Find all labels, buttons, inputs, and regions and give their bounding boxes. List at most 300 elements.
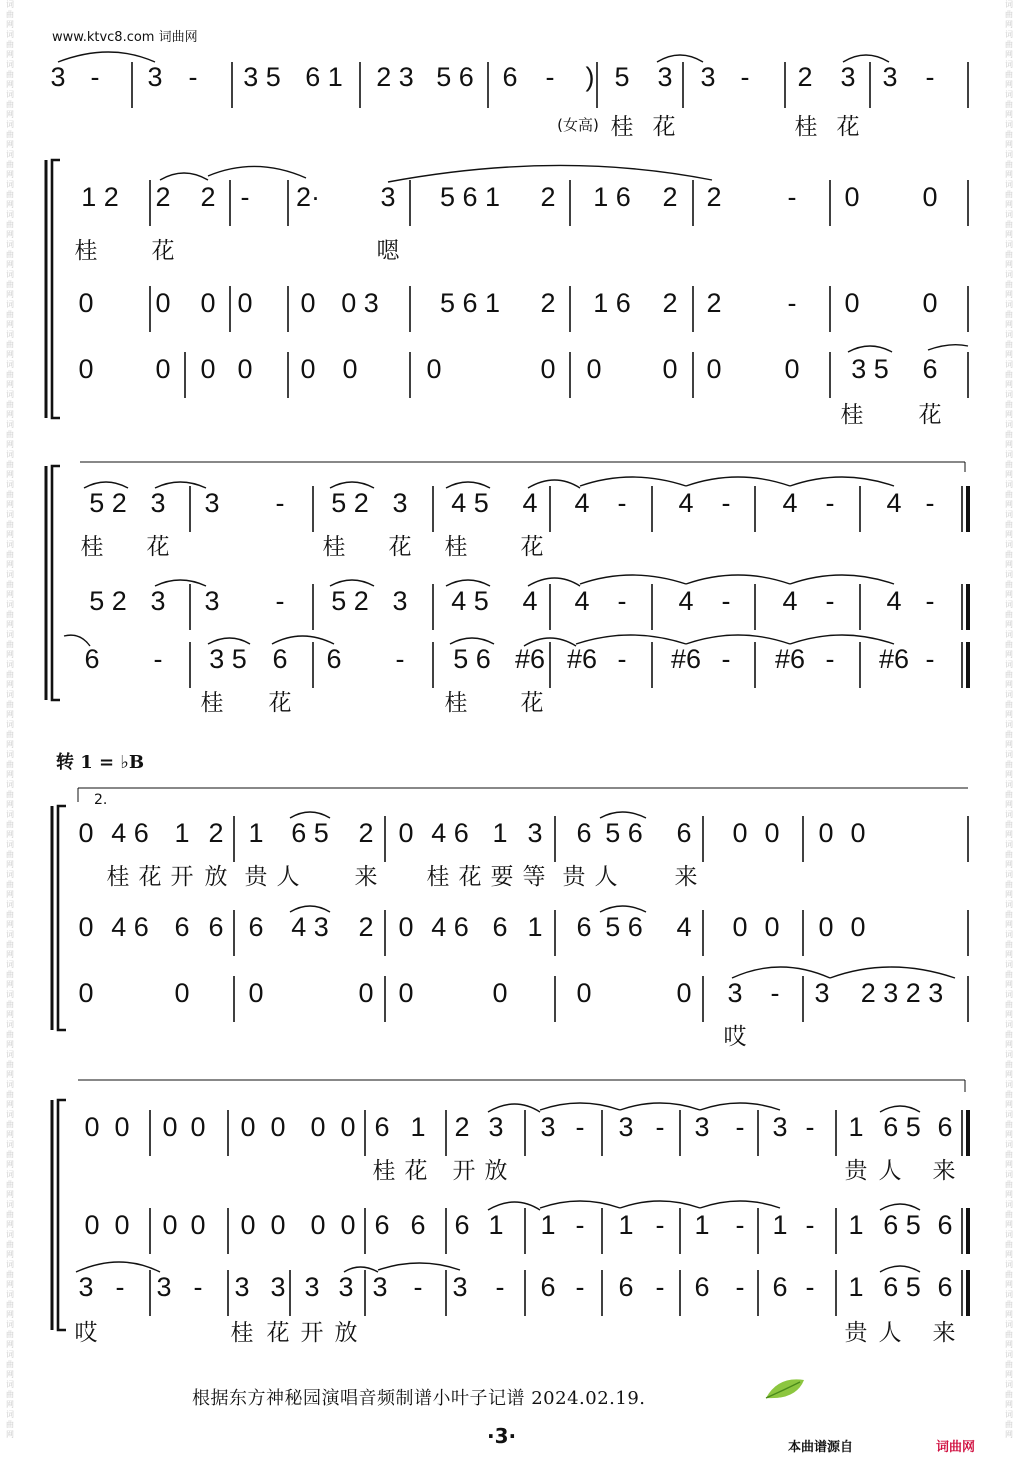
- watermark-char: 词: [6, 1290, 14, 1299]
- watermark-char: 网: [6, 530, 14, 539]
- watermark-char: 词: [1005, 330, 1013, 339]
- watermark-char: 曲: [6, 1390, 14, 1399]
- watermark-char: 网: [6, 410, 14, 419]
- note: 6: [272, 644, 288, 674]
- note: 3: [372, 1272, 388, 1302]
- note: -: [275, 586, 285, 616]
- watermark-char: 网: [1005, 920, 1013, 929]
- note: -: [193, 1272, 203, 1302]
- note: -: [153, 644, 163, 674]
- watermark-char: 网: [1005, 980, 1013, 989]
- watermark-char: 词: [6, 1050, 14, 1059]
- watermark-char: 网: [6, 950, 14, 959]
- note: 1: [527, 912, 543, 942]
- note: 3: [840, 62, 856, 92]
- watermark-char: 词: [6, 540, 14, 549]
- note: 3: [78, 1272, 94, 1302]
- note: 0: [270, 1112, 286, 1142]
- watermark-char: 曲: [1005, 700, 1013, 709]
- note: 0: [398, 912, 414, 942]
- note: 5 2: [89, 488, 127, 518]
- watermark-char: 网: [6, 560, 14, 569]
- note: 6: [676, 818, 692, 848]
- note: 0: [114, 1112, 130, 1142]
- note: 0: [300, 354, 316, 384]
- watermark-char: 词: [6, 1380, 14, 1389]
- note: -: [825, 488, 835, 518]
- watermark-char: 词: [1005, 1260, 1013, 1269]
- watermark-char: 网: [6, 1250, 14, 1259]
- note: -: [925, 644, 935, 674]
- watermark-char: 曲: [6, 1210, 14, 1219]
- watermark-char: 词: [1005, 1020, 1013, 1029]
- watermark-char: 曲: [6, 1300, 14, 1309]
- watermark-char: 曲: [1005, 520, 1013, 529]
- watermark-char: 曲: [6, 100, 14, 109]
- note: 6: [937, 1112, 953, 1142]
- watermark-char: 词: [6, 1170, 14, 1179]
- site-url: www.ktvc8.com 词曲网: [52, 30, 198, 45]
- watermark-char: 网: [1005, 410, 1013, 419]
- watermark-char: 曲: [6, 190, 14, 199]
- note: 2: [155, 182, 171, 212]
- note: -: [721, 644, 731, 674]
- watermark-char: 词: [6, 1350, 14, 1359]
- watermark-char: 曲: [6, 910, 14, 919]
- watermark-char: 网: [1005, 230, 1013, 239]
- watermark-char: 网: [1005, 1370, 1013, 1379]
- watermark-char: 词: [6, 90, 14, 99]
- watermark-char: 词: [6, 210, 14, 219]
- watermark-char: 网: [6, 80, 14, 89]
- note: 2: [454, 1112, 470, 1142]
- watermark-char: 词: [1005, 1140, 1013, 1149]
- note: -: [575, 1210, 585, 1240]
- note: 0: [844, 182, 860, 212]
- watermark-char: 词: [1005, 660, 1013, 669]
- watermark-char: 词: [1005, 210, 1013, 219]
- lyric: 花: [138, 864, 162, 890]
- note: 3 5: [851, 354, 889, 384]
- watermark-char: 网: [6, 1100, 14, 1109]
- lyric: 花: [836, 114, 860, 140]
- lyric: 放: [484, 1158, 508, 1184]
- note: 0: [844, 288, 860, 318]
- watermark-char: 曲: [6, 580, 14, 589]
- lyric: 花: [458, 864, 482, 890]
- note: 2: [662, 288, 678, 318]
- note: 3: [204, 586, 220, 616]
- watermark-char: 网: [6, 1370, 14, 1379]
- watermark-char: 网: [6, 1280, 14, 1289]
- watermark-char: 词: [1005, 1380, 1013, 1389]
- watermark-char: 网: [6, 1220, 14, 1229]
- note: 0: [310, 1112, 326, 1142]
- note: 6: [208, 912, 224, 942]
- watermark-char: 词: [6, 1410, 14, 1419]
- note: 3: [338, 1272, 354, 1302]
- lyric: 花: [520, 690, 544, 716]
- note: #6: [566, 644, 598, 674]
- watermark-char: 曲: [6, 850, 14, 859]
- watermark-char: 曲: [1005, 1360, 1013, 1369]
- watermark-char: 曲: [1005, 670, 1013, 679]
- note: 3: [304, 1272, 320, 1302]
- lyric: 等: [522, 864, 546, 890]
- watermark-char: 曲: [6, 160, 14, 169]
- lyric: 花: [404, 1158, 428, 1184]
- watermark-char: 曲: [1005, 850, 1013, 859]
- watermark-char: 网: [6, 50, 14, 59]
- watermark-char: 网: [1005, 650, 1013, 659]
- note: 4 6: [111, 912, 149, 942]
- note: #6: [670, 644, 702, 674]
- note: 0: [426, 354, 442, 384]
- watermark-char: 曲: [1005, 70, 1013, 79]
- watermark-char: 词: [1005, 180, 1013, 189]
- watermark-char: 网: [6, 470, 14, 479]
- note: -: [787, 182, 797, 212]
- note: 2: [662, 182, 678, 212]
- note: 6: [410, 1210, 426, 1240]
- lyric: (女高): [557, 116, 599, 134]
- watermark-char: 词: [6, 900, 14, 909]
- watermark-char: 曲: [6, 280, 14, 289]
- watermark-char: 词: [1005, 240, 1013, 249]
- watermark-char: 曲: [1005, 250, 1013, 259]
- note: 4: [676, 912, 692, 942]
- watermark-char: 网: [6, 860, 14, 869]
- watermark-char: 词: [1005, 1410, 1013, 1419]
- note: 5: [614, 62, 630, 92]
- watermark-char: 词: [1005, 30, 1013, 39]
- watermark-char: 曲: [1005, 40, 1013, 49]
- watermark-char: 词: [1005, 1110, 1013, 1119]
- watermark-char: 曲: [6, 820, 14, 829]
- note: -: [825, 586, 835, 616]
- watermark-char: 曲: [1005, 280, 1013, 289]
- lyric: 花: [388, 534, 412, 560]
- note: 5 2: [89, 586, 127, 616]
- watermark-char: 曲: [6, 760, 14, 769]
- watermark-char: 网: [6, 650, 14, 659]
- note: 0: [155, 288, 171, 318]
- note: -: [240, 182, 250, 212]
- note: 1: [848, 1210, 864, 1240]
- watermark-char: 曲: [6, 490, 14, 499]
- note: 3: [882, 62, 898, 92]
- note: 5 6 1: [439, 182, 501, 212]
- watermark-char: 网: [1005, 200, 1013, 209]
- watermark-char: 网: [1005, 320, 1013, 329]
- note: 5 6 1: [439, 288, 501, 318]
- watermark-char: 网: [1005, 950, 1013, 959]
- note: 3: [814, 978, 830, 1008]
- watermark-char: 词: [1005, 630, 1013, 639]
- note: 0: [300, 288, 316, 318]
- note: -: [825, 644, 835, 674]
- watermark-char: 曲: [6, 340, 14, 349]
- note: 3: [150, 586, 166, 616]
- watermark-char: 词: [6, 930, 14, 939]
- watermark-char: 词: [6, 960, 14, 969]
- watermark-char: 词: [1005, 570, 1013, 579]
- source-label: 本曲谱源自: [788, 1440, 854, 1455]
- lyric: 桂: [372, 1158, 396, 1184]
- note: 0: [662, 354, 678, 384]
- watermark-char: 网: [6, 1010, 14, 1019]
- note: 2 3 2 3: [860, 978, 944, 1008]
- note: 6 1: [305, 62, 343, 92]
- watermark-char: 词: [6, 1320, 14, 1329]
- watermark-char: 词: [1005, 1080, 1013, 1089]
- watermark-char: 网: [6, 140, 14, 149]
- watermark-char: 曲: [6, 1090, 14, 1099]
- watermark-char: 曲: [1005, 370, 1013, 379]
- volta-label: 2.: [94, 792, 108, 808]
- watermark-char: 曲: [1005, 1060, 1013, 1069]
- note: -: [275, 488, 285, 518]
- watermark-char: 网: [1005, 20, 1013, 29]
- source-site-link[interactable]: 词曲网: [936, 1440, 976, 1455]
- note: 0: [84, 1112, 100, 1142]
- note: 6: [174, 912, 190, 942]
- note: 3: [380, 182, 396, 212]
- watermark-char: 词: [6, 390, 14, 399]
- watermark-char: 网: [1005, 1010, 1013, 1019]
- note: #6: [774, 644, 806, 674]
- lyric: 开: [452, 1158, 476, 1184]
- lyric: 来: [674, 864, 698, 890]
- note: 0: [818, 818, 834, 848]
- note: 0: [398, 978, 414, 1008]
- watermark-char: 词: [6, 1020, 14, 1029]
- note: 6: [248, 912, 264, 942]
- note: 6: [694, 1272, 710, 1302]
- watermark-char: 词: [1005, 900, 1013, 909]
- watermark-char: 网: [1005, 890, 1013, 899]
- watermark-char: 词: [1005, 60, 1013, 69]
- watermark-char: 曲: [6, 430, 14, 439]
- note: 0 3: [341, 288, 379, 318]
- note: -: [617, 488, 627, 518]
- lyric: 桂: [444, 690, 468, 716]
- note: 3: [488, 1112, 504, 1142]
- note: -: [805, 1272, 815, 1302]
- watermark-char: 词: [6, 690, 14, 699]
- note: 0: [764, 818, 780, 848]
- watermark-char: 词: [6, 720, 14, 729]
- watermark-char: 词: [6, 660, 14, 669]
- watermark-char: 词: [6, 450, 14, 459]
- watermark-char: 曲: [1005, 1270, 1013, 1279]
- lyric: 人: [878, 1158, 902, 1184]
- watermark-char: 词: [1005, 540, 1013, 549]
- watermark-char: 词: [6, 1200, 14, 1209]
- watermark-char: 网: [1005, 1040, 1013, 1049]
- watermark-char: 网: [1005, 380, 1013, 389]
- watermark-char: 词: [6, 570, 14, 579]
- watermark-char: 曲: [6, 70, 14, 79]
- watermark-char: 网: [6, 350, 14, 359]
- watermark-char: 网: [1005, 1250, 1013, 1259]
- note: 6: [492, 912, 508, 942]
- watermark-char: 词: [6, 1230, 14, 1239]
- note: 2 3: [376, 62, 414, 92]
- watermark-char: 词: [6, 330, 14, 339]
- note: 4: [886, 586, 902, 616]
- watermark-char: 词: [1005, 720, 1013, 729]
- note: 6: [502, 62, 518, 92]
- watermark-char: 曲: [1005, 610, 1013, 619]
- note: -: [740, 62, 750, 92]
- watermark-char: 网: [1005, 470, 1013, 479]
- note: 4: [522, 586, 538, 616]
- watermark-char: 曲: [1005, 940, 1013, 949]
- lyric: 桂: [74, 238, 98, 264]
- watermark-char: 曲: [6, 1000, 14, 1009]
- watermark-char: 网: [1005, 1430, 1013, 1439]
- lyric: 桂: [106, 864, 130, 890]
- watermark-char: 曲: [1005, 340, 1013, 349]
- watermark-char: 网: [1005, 350, 1013, 359]
- note: 0: [732, 912, 748, 942]
- note: 6: [576, 818, 592, 848]
- watermark-char: 曲: [1005, 100, 1013, 109]
- note: 0: [78, 978, 94, 1008]
- note: 0: [240, 1210, 256, 1240]
- watermark-char: 曲: [6, 1360, 14, 1369]
- note: 5 6: [605, 818, 643, 848]
- note: 0: [922, 288, 938, 318]
- watermark-char: 曲: [6, 250, 14, 259]
- note: -: [188, 62, 198, 92]
- watermark-char: 曲: [6, 1150, 14, 1159]
- watermark-char: 词: [6, 0, 14, 9]
- note: #6: [514, 644, 546, 674]
- note: 4 5: [451, 586, 489, 616]
- watermark-char: 网: [1005, 1280, 1013, 1289]
- watermark-char: 词: [6, 1110, 14, 1119]
- watermark-char: 词: [6, 30, 14, 39]
- watermark-char: 网: [6, 500, 14, 509]
- watermark-char: 网: [6, 20, 14, 29]
- note: -: [787, 288, 797, 318]
- watermark-char: 词: [1005, 510, 1013, 519]
- note: 3: [452, 1272, 468, 1302]
- watermark-char: 曲: [6, 130, 14, 139]
- note: 3: [727, 978, 743, 1008]
- note: 6 5: [291, 818, 329, 848]
- watermark-char: 网: [6, 620, 14, 629]
- watermark-char: 曲: [1005, 400, 1013, 409]
- lyric: 哎: [723, 1024, 747, 1050]
- note: -: [575, 1112, 585, 1142]
- watermark-char: 词: [6, 120, 14, 129]
- note: 6: [326, 644, 342, 674]
- watermark-char: 曲: [1005, 1390, 1013, 1399]
- watermark-char: 曲: [1005, 1300, 1013, 1309]
- watermark-char: 词: [1005, 90, 1013, 99]
- watermark-char: 曲: [6, 1240, 14, 1249]
- lyric: 桂: [200, 690, 224, 716]
- watermark-char: 网: [1005, 110, 1013, 119]
- watermark-char: 曲: [1005, 550, 1013, 559]
- note: -: [413, 1272, 423, 1302]
- watermark-char: 网: [6, 170, 14, 179]
- note: 0: [78, 912, 94, 942]
- note: 0: [155, 354, 171, 384]
- watermark-char: 词: [6, 180, 14, 189]
- note: 6: [772, 1272, 788, 1302]
- watermark-char: 词: [1005, 1050, 1013, 1059]
- note: 1: [772, 1210, 788, 1240]
- note: 3: [772, 1112, 788, 1142]
- note: 4: [574, 586, 590, 616]
- note: -: [925, 488, 935, 518]
- note: -: [575, 1272, 585, 1302]
- watermark-char: 曲: [1005, 580, 1013, 589]
- watermark-char: 曲: [1005, 640, 1013, 649]
- note: -: [655, 1112, 665, 1142]
- lyric: 桂: [794, 114, 818, 140]
- watermark-char: 曲: [6, 640, 14, 649]
- watermark-char: 网: [1005, 1220, 1013, 1229]
- watermark-char: 词: [1005, 780, 1013, 789]
- watermark-char: 词: [1005, 750, 1013, 759]
- note: 0: [190, 1210, 206, 1240]
- watermark-char: 网: [6, 680, 14, 689]
- watermark-char: 网: [6, 1160, 14, 1169]
- watermark-char: 曲: [6, 880, 14, 889]
- note: 0: [540, 354, 556, 384]
- watermark-char: 网: [1005, 80, 1013, 89]
- note: 0: [676, 978, 692, 1008]
- watermark-char: 网: [6, 1400, 14, 1409]
- note: 6: [84, 644, 100, 674]
- lyric: 人: [276, 864, 300, 890]
- note: 3: [392, 586, 408, 616]
- watermark-char: 网: [6, 230, 14, 239]
- note: -: [395, 644, 405, 674]
- watermark-char: 曲: [1005, 1090, 1013, 1099]
- watermark-char: 曲: [6, 1420, 14, 1429]
- lyric: 嗯: [376, 238, 400, 264]
- note: 0: [248, 978, 264, 1008]
- lyric: 来: [354, 864, 378, 890]
- watermark-char: 网: [6, 440, 14, 449]
- note: 4: [886, 488, 902, 518]
- note: #6: [878, 644, 910, 674]
- watermark-char: 词: [1005, 0, 1013, 9]
- lyric: 贵: [844, 1158, 868, 1184]
- leaf-logo: [762, 1374, 808, 1404]
- note: -: [770, 978, 780, 1008]
- note: 0: [78, 354, 94, 384]
- note: 0: [270, 1210, 286, 1240]
- watermark-char: 词: [6, 510, 14, 519]
- note: -: [545, 62, 555, 92]
- note: 2: [540, 182, 556, 212]
- watermark-char: 网: [6, 1340, 14, 1349]
- watermark-char: 网: [1005, 830, 1013, 839]
- note: 4 6: [111, 818, 149, 848]
- watermark-char: 曲: [1005, 1180, 1013, 1189]
- lyric: 桂: [426, 864, 450, 890]
- watermark-char: 曲: [6, 1180, 14, 1189]
- watermark-char: 网: [6, 920, 14, 929]
- note: 2: [358, 912, 374, 942]
